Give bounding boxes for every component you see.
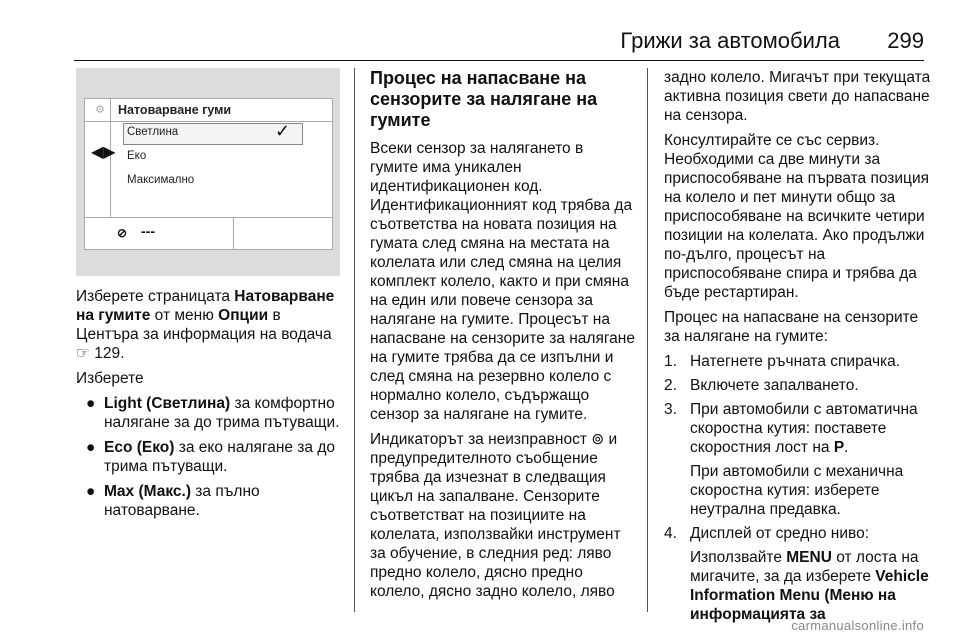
paragraph: задно колело. Мигачът при текущата активна позиция свети до напасване на сензора.: [664, 69, 931, 124]
list-item: 1. Натегнете ръчната спирачка.: [664, 353, 901, 370]
column-1: [76, 287, 341, 526]
list-item-note: При автомобили с механична скоростна кутия: изберете неутрална предавка.: [690, 463, 904, 518]
list-item: 2. Включете запалването.: [664, 377, 859, 394]
tire-load-screen-figure: [76, 68, 340, 276]
paragraph: Консултирайте се със сервиз. Необходими са две минути за приспособяване на първата позиция на колело и пет минути общо за приспособяване на всичките четири позиции на колелата. Ако продължи по-дълго, процесът на приспособяване спира и трябва да бъде рестартиран.: [664, 132, 929, 301]
paragraph: Процес на напасване на сензорите за налягане на гумите:: [664, 309, 919, 345]
settings-icon: ⚙: [95, 104, 105, 116]
list-item: ● Eco (Еко) за еко налягане за до трима пътуващи.: [86, 439, 335, 475]
page-header-title: Грижи за автомобила: [620, 28, 840, 53]
column-divider-1: [354, 68, 355, 612]
option-max: Максимално: [127, 174, 195, 186]
option-light: Светлина: [127, 126, 179, 138]
list-item: 3. При автомобили с автоматична скоростна кутия: поставете скоростния лост на P.: [664, 401, 918, 456]
tire-warning-icon: ⊚: [591, 431, 605, 448]
page-reference: ☞ 129.: [76, 345, 125, 362]
column-divider-2: [647, 68, 648, 612]
display-screen: [84, 98, 333, 250]
left-right-arrow-icon: ◀▶: [91, 144, 116, 161]
tire-sensor-icon: ⊘: [117, 226, 128, 240]
page-number: 299: [887, 28, 924, 53]
list-item: 4. Дисплей от средно ниво:: [664, 525, 869, 542]
list-item-note: Използвайте MENU от лоста на мигачите, за да изберете Vehicle Information Menu (Меню на информацията за: [690, 549, 929, 623]
bottom-value: ---: [141, 223, 155, 239]
paragraph: Индикаторът за неизправност ⊚ и предупредителното съобщение трябва да изчезнат в следващия цикъл на запалване. Сензорите съответстват на позициите на колелата, използвайки инструмент за обучение, в следния ред: ляво предно колело, дясно предно колело, дясно задно колело, ляво: [370, 431, 621, 600]
paragraph: Изберете: [76, 370, 144, 387]
section-heading: Процес на напасване на сензорите за налягане на гумите: [370, 68, 598, 130]
option-eco: Еко: [127, 150, 147, 162]
page-header: [0, 0, 960, 64]
column-3: [664, 68, 932, 629]
paragraph: Всеки сензор за налягането в гумите има уникален идентификационен код. Идентификационният код трябва да съответства на новата позиция на гумата след смяна на местата на колелата или след смяна на целия комплект колело, както и при смяна на един или повече сензора за налягане на гумите. Процесът на напасване на сензорите за налягане на гумите трябва да се изпълни и след смяна на резервно колело с нормално колело, съдържащо сензор за налягане на гумите.: [370, 140, 635, 423]
list-item: ● Max (Макс.) за пълно натоварване.: [86, 483, 260, 519]
screen-title: Натоварване гуми: [118, 103, 232, 117]
watermark: carmanualsonline.info: [791, 618, 924, 633]
header-rule: [74, 60, 924, 61]
column-2: [370, 68, 635, 607]
checkmark-icon: ✓: [275, 121, 291, 141]
paragraph: Изберете страницата Натоварване на гумите от меню Опции в Центъра за информация на водача ☞ 129.: [76, 288, 335, 362]
list-item: ● Light (Светлина) за комфортно налягане за до трима пътуващи.: [86, 395, 340, 431]
